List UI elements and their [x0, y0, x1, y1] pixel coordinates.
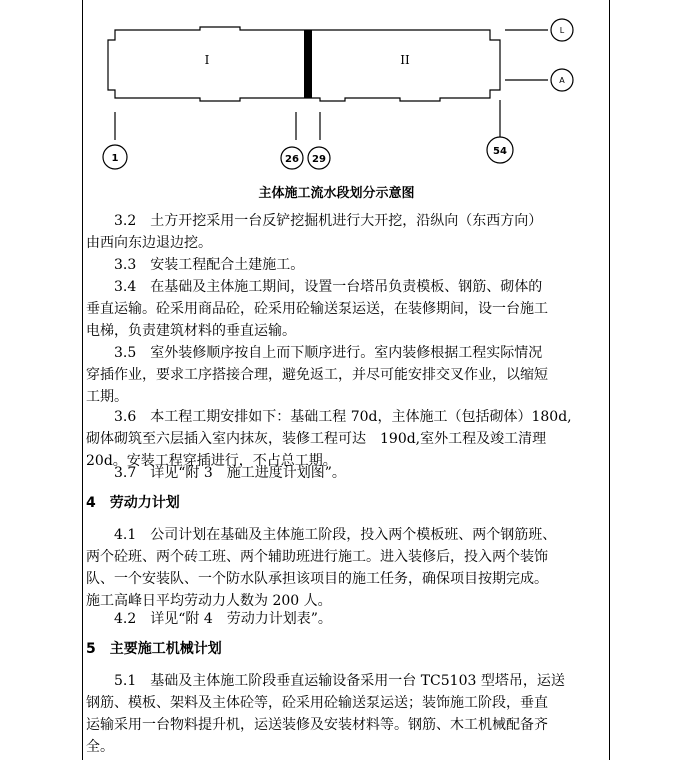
- text-line: 4.2 详见“附 4 劳动力计划表”。: [114, 611, 332, 627]
- paragraph-4-1: [86, 524, 606, 612]
- text-line: 两个砼班、两个砖工班、两个辅助班进行施工。进入装修后，投入两个装饰: [86, 549, 548, 565]
- section-heading-5: 5 主要施工机械计划: [86, 641, 222, 657]
- text-line: 钢筋、模板、架料及主体砼等，砼采用砼输送泵运送；装饰施工阶段，垂直: [86, 695, 548, 711]
- axis-label-54: 54: [493, 146, 507, 157]
- text-line: 工期。: [86, 389, 128, 405]
- flow-section-diagram: [0, 0, 673, 180]
- paragraph-3-4: [86, 276, 606, 342]
- text-line: 砌体砌筑至六层插入室内抹灰，装修工程可达 190d,室外工程及竣工清理: [86, 431, 547, 447]
- text-line: 3.6 本工程工期安排如下：基础工程 70d，主体施工（包括砌体）180d,: [114, 409, 572, 425]
- axis-label-1: 1: [111, 153, 119, 164]
- side-label-A: A: [559, 76, 565, 85]
- text-line: 全。: [86, 739, 114, 755]
- text-line: 20d。安装工程穿插进行，不占总工期。: [86, 453, 337, 469]
- text-line: 3.4 在基础及主体施工期间，设置一台塔吊负责模板、钢筋、砌体的: [114, 279, 543, 295]
- side-label-L: L: [559, 26, 565, 35]
- paragraph-3-2: [86, 210, 606, 254]
- text-line: 5.1 基础及主体施工阶段垂直运输设备采用一台 TC5103 型塔吊，运送: [114, 673, 565, 689]
- text-line: 电梯，负责建筑材料的垂直运输。: [86, 323, 296, 339]
- expansion-joint: [304, 30, 312, 98]
- text-line: 运输采用一台物料提升机，运送装修及安装材料等。钢筋、木工机械配备齐: [86, 717, 548, 733]
- diagram-caption: 主体施工流水段划分示意图: [258, 186, 415, 201]
- paragraph-4-2: [86, 608, 606, 630]
- paragraph-3-5: [86, 342, 606, 408]
- text-line: 3.2 土方开挖采用一台反铲挖掘机进行大开挖，沿纵向（东西方向）: [114, 213, 543, 229]
- paragraph-5-1: [86, 670, 606, 758]
- section-label-2: II: [400, 53, 410, 67]
- section-label-1: I: [204, 53, 210, 67]
- text-line: 3.7 详见“附 3 施工进度计划图”。: [114, 465, 346, 481]
- text-line: 队、一个安装队、一个防水队承担该项目的施工任务，确保项目按期完成。: [86, 571, 548, 587]
- section-heading-4: 4 劳动力计划: [86, 495, 180, 511]
- axis-label-29: 29: [312, 154, 326, 165]
- axis-label-26: 26: [285, 154, 299, 165]
- text-line: 由西向东边退边挖。: [86, 235, 212, 251]
- text-line: 穿插作业，要求工序搭接合理，避免返工，并尽可能安排交叉作业，以缩短: [86, 367, 548, 383]
- text-line: 3.3 安装工程配合土建施工。: [114, 257, 305, 273]
- text-line: 垂直运输。砼采用商品砼，砼采用砼输送泵运送，在装修期间，设一台施工: [86, 301, 548, 317]
- paragraph-3-3: [86, 254, 606, 276]
- text-line: 施工高峰日平均劳动力人数为 200 人。: [86, 593, 332, 609]
- text-line: 3.5 室外装修顺序按自上而下顺序进行。室内装修根据工程实际情况: [114, 345, 543, 361]
- paragraph-3-7: [86, 462, 606, 484]
- text-line: 4.1 公司计划在基础及主体施工阶段，投入两个模板班、两个钢筋班、: [114, 527, 557, 543]
